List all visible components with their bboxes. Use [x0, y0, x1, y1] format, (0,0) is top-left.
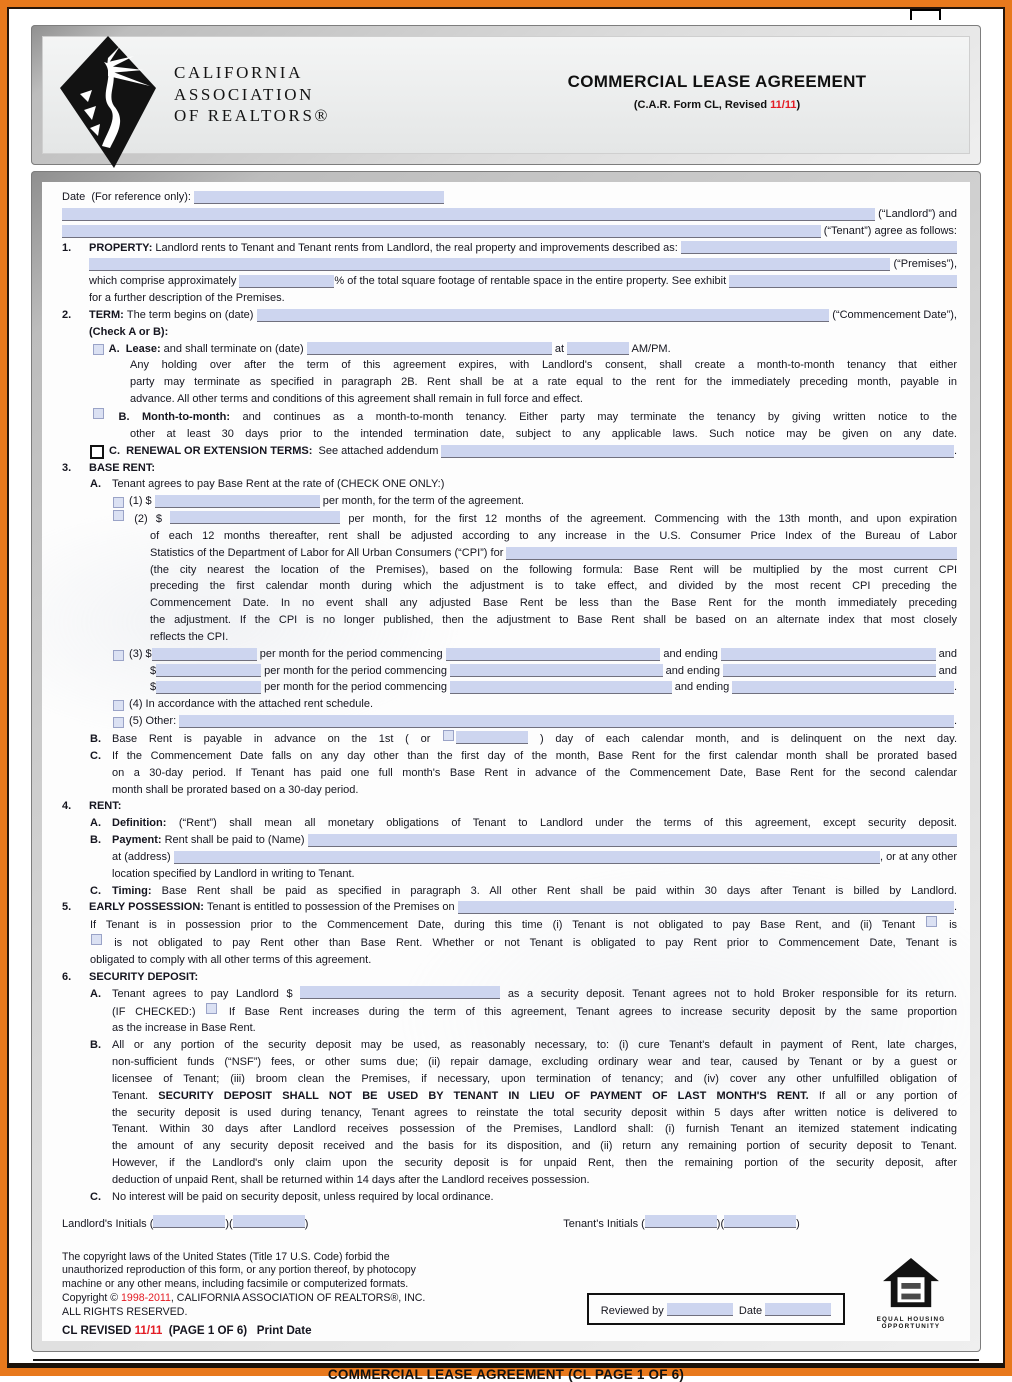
text: , or at any other [879, 850, 957, 863]
form-line [112, 696, 957, 713]
org-line2: ASSOCIATION [174, 84, 315, 104]
form-line [112, 849, 957, 866]
form-blank-field[interactable] [441, 445, 954, 458]
form-blank-field[interactable] [174, 851, 880, 864]
form-blank-field[interactable] [724, 1215, 796, 1228]
form-blank-field[interactable] [62, 225, 821, 238]
form-line [112, 1020, 957, 1037]
text: BASE RENT: [89, 461, 156, 474]
text: at [551, 342, 568, 355]
text: at (address) [112, 850, 174, 863]
form-blank-field[interactable] [506, 547, 957, 560]
text: Definition: [112, 817, 179, 830]
form-lines [62, 189, 957, 1206]
text: B. Month-to-month: [106, 410, 243, 423]
form-line [90, 815, 957, 832]
text: . [953, 901, 957, 914]
item-marker: A. [90, 817, 101, 830]
text: CL REVISED [62, 1323, 135, 1337]
text: Copyright © [62, 1292, 122, 1305]
text: (3) $ [126, 647, 152, 660]
text: If Tenant is in possession prior to the Commencement Date, during this time (i) Tenant is not obligated to pay Base Rent, and (ii) Tenant [90, 919, 926, 932]
form-line [90, 832, 957, 849]
form-line [112, 1138, 957, 1155]
item-marker: 1. [62, 241, 72, 254]
form-blank-field[interactable] [450, 681, 672, 694]
initials-row [62, 1215, 957, 1230]
text: . [953, 444, 957, 457]
org-line1: CALIFORNIA [174, 63, 303, 82]
text: non-sufficient funds (“NSF”) fees, or other sums due; (ii) repair damage, excluding ordinary wear and tear, caused by Tenant or by a guest or [112, 1056, 957, 1069]
text: )( [225, 1217, 233, 1230]
text: Landlord's Initials ( [62, 1217, 154, 1230]
text: machine or any other means, including facsimile or computerized formats. [62, 1278, 409, 1291]
form-blank-field[interactable] [179, 715, 954, 728]
text: % of the total square footage of rentable space in the entire property. See exhibit [334, 275, 730, 288]
form-line [130, 391, 957, 408]
text: and ending [671, 681, 733, 694]
checkbox[interactable] [113, 510, 124, 521]
text: SECURITY DEPOSIT SHALL NOT BE USED BY TENANT IN LIEU OF PAYMENT OF LAST MONTH'S RENT. [158, 1089, 819, 1102]
text: If Base Rent increases during the term of this agreement, Tenant agrees to increase security deposit by the same proportion [219, 1005, 957, 1018]
item-marker: 4. [62, 800, 72, 813]
text: Base Rent shall be paid as specified in paragraph 3. All other Rent shall be paid within 30 days after Tenant is billed by Landlord. [161, 884, 957, 897]
form-blank-field[interactable] [307, 342, 552, 355]
form-blank-field[interactable] [723, 664, 935, 677]
form-line [112, 782, 957, 799]
text: location specified by Landlord in writing to Tenant. [112, 867, 355, 880]
org-name [174, 62, 330, 127]
text: (PAGE 1 OF 6) Print Date [162, 1323, 312, 1337]
form-blank-field[interactable] [456, 731, 528, 744]
form-line [90, 1189, 957, 1206]
item-marker: C. [90, 1190, 101, 1203]
text: If the Commencement Date falls on any day other than the first day of the month, Base Rent for the first calendar month shall be prorated based [112, 749, 957, 762]
text: Timing: [112, 884, 162, 897]
form-line [112, 646, 957, 663]
text: $ [150, 681, 157, 694]
form-blank-field[interactable] [446, 648, 661, 661]
form-line [112, 1121, 957, 1138]
text: 1998-2011 [121, 1292, 171, 1305]
form-line [112, 510, 957, 528]
text: ) day of each calendar month, and is delinquent on the next day. [528, 733, 957, 745]
form-line [150, 578, 957, 595]
form-line [112, 1088, 957, 1105]
form-blank-field[interactable] [645, 1215, 717, 1228]
text: (4) In accordance with the attached rent schedule. [126, 698, 374, 711]
form-line [112, 1105, 957, 1122]
form-line [90, 443, 957, 460]
text: Tenant agrees to pay Landlord $ [112, 987, 301, 1000]
form-line [90, 1037, 957, 1054]
text: $ [150, 664, 157, 677]
form-blank-field[interactable] [89, 258, 890, 271]
text: See attached addendum [318, 444, 442, 457]
form-line [112, 1071, 957, 1088]
text: AM/PM. [629, 342, 671, 355]
form-line [90, 476, 957, 493]
form-line [62, 307, 957, 324]
text: , CALIFORNIA ASSOCIATION OF REALTORS®, INC. [170, 1292, 426, 1305]
text: EARLY POSSESSION: [89, 901, 207, 914]
item-marker: B. [90, 733, 101, 745]
text: (IF CHECKED:) [112, 1005, 206, 1018]
text: Base Rent is payable in advance on the 1st ( or [112, 733, 443, 745]
text: Date (For reference only): [62, 191, 195, 203]
header-panel [31, 25, 981, 165]
form-line [62, 240, 957, 257]
text: the adjustment. If the CPI is no longer published, then the adjustment to Base Rent shall be based on an alternate index that most closely [150, 614, 957, 627]
text: and [935, 647, 958, 660]
top-notch [910, 9, 941, 20]
text: All or any portion of the security deposit may be used, as reasonably necessary, to: (i) cure Tenant's default in payment of Rent, late charges, [112, 1039, 957, 1052]
reviewed-area [567, 1251, 865, 1338]
text: unauthorized reproduction of this form, or any portion thereof, by photocopy [62, 1264, 416, 1277]
form-blank-field[interactable] [450, 664, 662, 677]
tenant-initials [563, 1215, 957, 1230]
text: as the increase in Base Rent. [112, 1022, 256, 1035]
text: party may terminate as specified in paragraph 2B. Rent shall be at a rate equal to the rent for the immediately preceding month, payable in [130, 376, 957, 389]
form-line [62, 189, 957, 206]
landlord-initials [62, 1215, 563, 1230]
text: The copyright laws of the United States (Title 17 U.S. Code) forbid the [62, 1250, 390, 1263]
text: per month, for the term of the agreement. [319, 495, 524, 508]
text: deduction of unpaid Rent, shall be returned within 14 days after the Landlord receives possession. [112, 1173, 590, 1186]
form-line [150, 679, 957, 696]
text: and [935, 664, 958, 677]
text: is [939, 919, 958, 932]
text: ) [304, 1217, 309, 1230]
form-line [92, 408, 957, 426]
header [42, 36, 970, 154]
form-blank-field[interactable] [732, 681, 954, 694]
checkbox[interactable] [113, 717, 124, 728]
item-marker: 6. [62, 970, 72, 983]
text: as a security deposit. Tenant agrees not to hold Broker responsible for its return. [500, 987, 957, 1000]
form-blank-field[interactable] [156, 681, 261, 694]
item-marker: 2. [62, 308, 72, 321]
text: (the city nearest the location of the Premises), based on the following formula: Base Rent will be multiplied by the most current CPI [150, 563, 957, 576]
item-marker: A. [90, 987, 101, 1000]
text: advance. All other terms and conditions of this agreement shall remain in full force and effect. [130, 393, 583, 406]
form-line [90, 986, 957, 1003]
form-blank-field[interactable] [729, 275, 957, 288]
form-line [112, 1054, 957, 1071]
title-block [472, 72, 962, 111]
text: Reviewed by [600, 1305, 667, 1318]
item-marker: C. [90, 884, 101, 897]
text: Any holding over after the term of this agreement expires, with Landlord's consent, shall create a month-to-month tenancy that either [130, 359, 957, 372]
form-line [150, 629, 957, 646]
subtitle-revision: 11/11 [770, 99, 797, 111]
form-blank-field[interactable] [156, 664, 261, 677]
text: per month for the period commencing [256, 647, 446, 660]
text: . [953, 681, 957, 694]
text: ALL RIGHTS RESERVED. [62, 1305, 188, 1318]
text: is not obligated to pay Rent other than Base Rent. Whether or not Tenant is obligated to pay Rent prior to Commencement Date, Tenant is [104, 937, 957, 950]
text: RENT: [89, 800, 122, 813]
form-line [62, 899, 957, 916]
form-blank-field[interactable] [567, 342, 629, 355]
form-line [89, 324, 957, 341]
form-line [150, 595, 957, 612]
text: (1) $ [126, 495, 155, 508]
text: per month, for the first 12 months of the agreement. Commencing with the 13th month, and upon expiration [340, 513, 958, 526]
copyright-line [62, 1251, 567, 1265]
text: of each 12 months thereafter, rent shall be adjusted according to any increase in the U.S. Consumer Price Index of the Bureau of Labor [150, 529, 957, 542]
text: and ending [662, 664, 724, 677]
form-title: COMMERCIAL LEASE AGREEMENT [567, 72, 867, 91]
item-marker: B. [90, 1039, 101, 1052]
form-line [130, 374, 957, 391]
text: (2) $ [126, 513, 171, 526]
form-blank-field[interactable] [667, 1303, 733, 1316]
text: (“Tenant”) agree as follows: [820, 224, 957, 237]
item-marker: A. [90, 478, 101, 491]
text: other at least 30 days prior to the intended termination date, subject to any applicable laws. Such notice may be given on any date. [130, 427, 957, 440]
checkbox[interactable] [206, 1003, 217, 1014]
text: However, if the Landlord's only claim upon the security deposit is for unpaid Rent, then the remaining portion of the security deposit, after [112, 1157, 957, 1170]
form-line [112, 1172, 957, 1189]
car-logo-icon [52, 36, 164, 168]
text: Commencement Date. In no event shall any adjusted Base Rent be less than the Base Rent for the month immediately preceding [150, 597, 957, 610]
text: on a 30-day period. If Tenant has paid one full month's Base Rent in advance of the Commencement Date, Base Rent for the second calendar [112, 766, 957, 779]
text: the amount of any security deposit received and the basis for its disposition, and (ii) return any remaining portion of security deposit to Tenant. [112, 1140, 957, 1153]
text: The term begins on (date) [126, 308, 257, 321]
form-line [112, 866, 957, 883]
text: obligated to comply with all other terms of this agreement. [90, 953, 372, 966]
equal-housing-caption [865, 1316, 957, 1331]
item-marker: 5. [62, 901, 72, 914]
main-panel [31, 171, 981, 1352]
form-subtitle [472, 99, 962, 111]
form-line [130, 426, 957, 443]
text: and continues as a month-to-month tenancy. Either party may terminate the tenancy by giving written notice to the [242, 410, 957, 423]
form-line [89, 273, 957, 290]
form-line [112, 1003, 957, 1021]
text: Date [732, 1305, 766, 1318]
text: and shall terminate on (date) [163, 342, 307, 355]
text: (“Landlord”) and [875, 207, 957, 220]
text: Tenant. [112, 1089, 159, 1102]
text: (“Rent”) shall mean all monetary obligations of Tenant to Landlord under the terms of this agreement, except security deposit. [178, 817, 957, 830]
text: for a further description of the Premises. [89, 292, 285, 305]
revision-line [62, 1324, 567, 1338]
copyright-line [62, 1292, 567, 1306]
text: month shall be prorated based on a 30-day period. [112, 783, 359, 796]
form-line [150, 528, 957, 545]
form-blank-field[interactable] [765, 1303, 831, 1316]
form-blank-field[interactable] [681, 241, 957, 254]
text: per month for the period commencing [261, 681, 451, 694]
checkbox[interactable] [90, 445, 104, 459]
text: A. Lease: [106, 342, 164, 355]
form-body [42, 182, 970, 1341]
form-blank-field[interactable] [153, 1215, 225, 1228]
text: preceding the first calendar month during which the adjustment is to take effect, and divided by the most recent CPI preceding the [150, 580, 957, 593]
text: (Check A or B): [89, 325, 169, 338]
form-line [90, 952, 957, 969]
text: If all or any portion of [818, 1089, 957, 1102]
text: No interest will be paid on security deposit, unless required by local ordinance. [112, 1190, 494, 1203]
checkbox[interactable] [113, 700, 124, 711]
text: C. RENEWAL OR EXTENSION TERMS: [106, 444, 319, 457]
form-blank-field[interactable] [721, 648, 936, 661]
text: per month for the period commencing [261, 664, 451, 677]
text: the security deposit is used during tenancy, Tenant agrees to reinstate the total security deposit within 5 days after written notice is delivered to [112, 1106, 957, 1119]
text: Tenant is entitled to possession of the Premises on [206, 901, 458, 914]
form-line [150, 612, 957, 629]
eho-caption-2: OPPORTUNITY [881, 1323, 941, 1331]
form-blank-field[interactable] [308, 834, 957, 847]
text: Tenant's Initials ( [563, 1217, 645, 1230]
form-line [112, 1155, 957, 1172]
text: reflects the CPI. [150, 630, 229, 643]
text: Payment: [112, 834, 165, 847]
form-line [112, 493, 957, 510]
form-blank-field[interactable] [458, 901, 954, 914]
form-line [90, 934, 957, 952]
item-marker: 3. [62, 461, 72, 474]
page-inner [7, 7, 1005, 1382]
text: Rent shall be paid to (Name) [164, 834, 308, 847]
text: SECURITY DEPOSIT: [89, 970, 199, 983]
form-line [90, 730, 957, 748]
form-line [62, 798, 957, 815]
form-line [62, 206, 957, 223]
text: (5) Other: [126, 715, 180, 728]
text: . [953, 715, 957, 728]
form-line [89, 256, 957, 273]
checkbox[interactable] [926, 916, 937, 927]
org-line3: OF REALTORS® [174, 106, 331, 125]
text: )( [716, 1217, 725, 1230]
form-line [112, 713, 957, 730]
checkbox[interactable] [113, 650, 124, 661]
form-line [62, 223, 957, 240]
form-line [150, 663, 957, 680]
form-line [150, 545, 957, 562]
text: licensee of Tenant; (iii) broom clean the Premises, if necessary, upon termination of tenancy; and (iv) cover any other unfulfilled obligation of [112, 1072, 957, 1085]
checkbox[interactable] [93, 344, 104, 355]
text: ) [796, 1217, 800, 1230]
equal-housing-icon [882, 1257, 940, 1309]
text: Tenant. Within 30 days after Landlord receives possession of the Premises, Landlord shall: (i) furnish Tenant an itemized statement indicating [112, 1123, 957, 1136]
form-line [150, 562, 957, 579]
form-line [90, 916, 957, 934]
text: 11/11 [134, 1323, 163, 1337]
page-footer: COMMERCIAL LEASE AGREEMENT (CL PAGE 1 OF 6) [33, 1359, 979, 1382]
subtitle-prefix: (C.A.R. Form CL, Revised [633, 99, 771, 111]
form-line [130, 357, 957, 374]
form-blank-field[interactable] [170, 511, 340, 524]
form-line [90, 748, 957, 765]
subtitle-suffix: ) [796, 99, 801, 111]
text: Statistics of the Department of Labor for All Urban Consumers (“CPI”) for [150, 546, 507, 559]
eho-caption-1: EQUAL HOUSING [876, 1315, 946, 1323]
copyright-line [62, 1278, 567, 1292]
text: (“Premises”), [890, 258, 957, 271]
copyright-line [62, 1264, 567, 1278]
text: TERM: [89, 308, 127, 321]
text: PROPERTY: [89, 241, 156, 254]
form-blank-field[interactable] [239, 275, 334, 288]
form-blank-field[interactable] [233, 1215, 305, 1228]
form-line [112, 765, 957, 782]
form-blank-field[interactable] [62, 208, 875, 221]
text: Landlord rents to Tenant and Tenant rents from Landlord, the real property and improvements described as: [155, 241, 681, 254]
form-blank-field[interactable] [300, 986, 500, 999]
checkbox[interactable] [113, 497, 124, 508]
text: and ending [660, 647, 721, 660]
bottom-row [62, 1251, 957, 1338]
form-line [90, 883, 957, 900]
text: which comprise approximately [89, 275, 240, 288]
reviewed-by-box [587, 1293, 845, 1325]
checkbox[interactable] [443, 730, 454, 741]
form-blank-field[interactable] [152, 648, 257, 661]
form-line [92, 341, 957, 358]
item-marker: B. [90, 834, 101, 847]
equal-housing-area [865, 1251, 957, 1338]
form-line [62, 460, 957, 477]
copyright-line [62, 1306, 567, 1320]
text: (“Commencement Date”), [829, 308, 957, 321]
item-marker: C. [90, 749, 101, 762]
form-line [62, 969, 957, 986]
form-blank-field[interactable] [194, 191, 444, 204]
form-line [89, 290, 957, 307]
checkbox[interactable] [91, 934, 102, 945]
checkbox[interactable] [93, 408, 104, 419]
copyright-block [62, 1251, 567, 1338]
form-blank-field[interactable] [257, 309, 830, 322]
form-blank-field[interactable] [155, 495, 320, 508]
text: Tenant agrees to pay Base Rent at the rate of (CHECK ONE ONLY:) [112, 478, 445, 491]
